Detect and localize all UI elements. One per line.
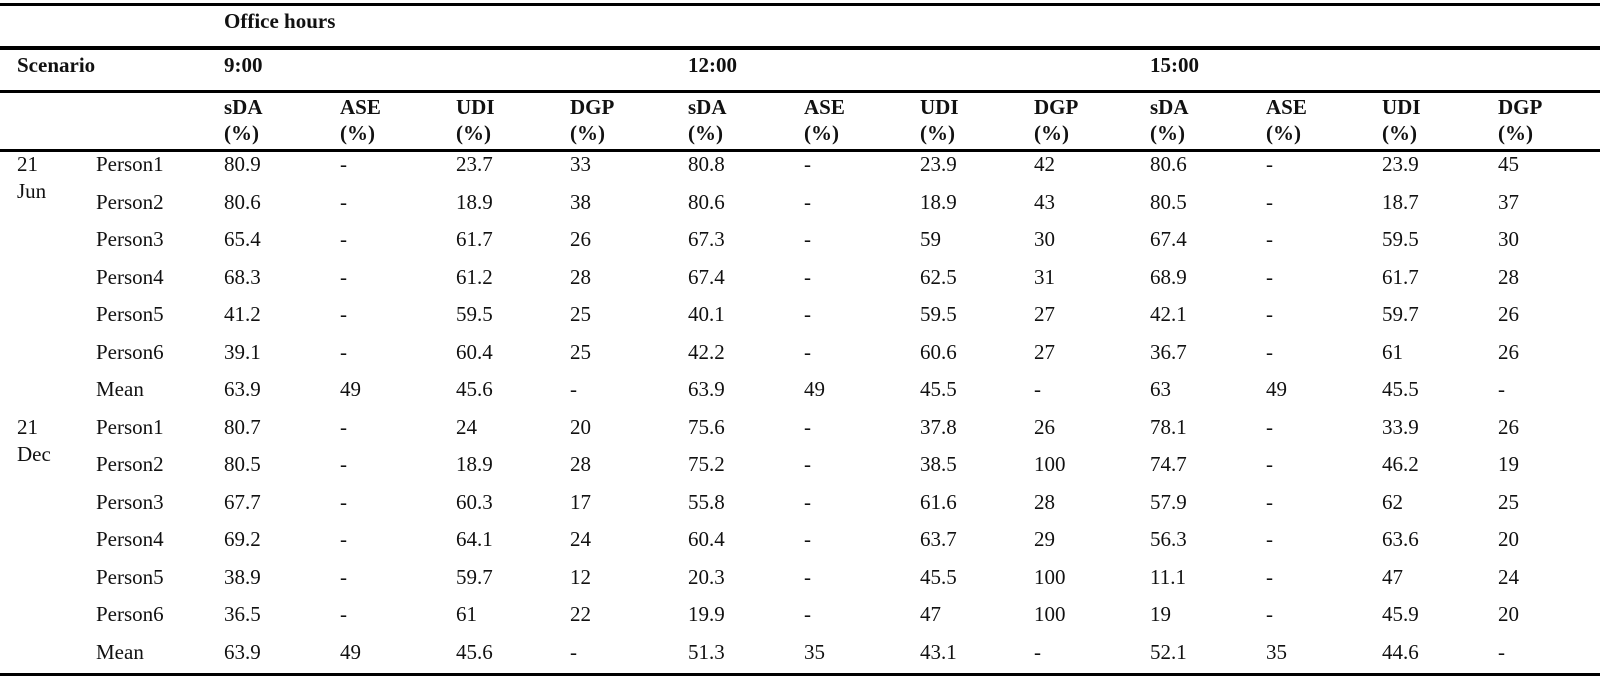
table-cell: 23.9 [920,152,957,176]
table-cell: 75.2 [688,452,725,476]
table-cell: 80.5 [1150,189,1187,214]
table-cell: - [804,527,811,551]
metric-unit: (%) [340,121,375,145]
table-cell: - [804,227,811,251]
table-cell: 60.6 [920,339,957,364]
table-cell: 20 [1498,602,1519,626]
table-cell: 61.7 [456,227,493,251]
table-cell: - [1266,527,1273,551]
table-cell: - [804,452,811,476]
table-cell: 24 [1498,564,1519,589]
time-header: 9:00 [224,53,263,77]
table-cell: 35 [1266,639,1287,664]
table-cell: 62.5 [920,264,957,289]
table-cell: 24 [456,414,477,439]
table-cell: 78.1 [1150,414,1187,439]
table-cell: 45.9 [1382,602,1419,626]
metric-unit: (%) [1266,121,1301,145]
table-cell: 80.9 [224,152,261,176]
table-cell: - [340,564,347,589]
row-label: Person6 [96,602,164,626]
table-cell: 67.3 [688,227,725,251]
metric-unit: (%) [224,121,259,145]
table-cell: 80.5 [224,452,261,476]
table-cell: - [804,602,811,626]
table-cell: 19 [1150,602,1171,626]
table-cell: 43 [1034,189,1055,214]
table-cell: 52.1 [1150,639,1187,664]
table-cell: 65.4 [224,227,261,251]
table-cell: - [1034,639,1041,664]
metric-unit: (%) [1034,121,1069,145]
row-label: Person6 [96,339,164,364]
table-cell: 27 [1034,302,1055,326]
table-cell: - [804,489,811,514]
table-rule [0,90,1600,93]
metric-header: sDA [224,95,263,119]
table-cell: - [340,602,347,626]
table-cell: 49 [1266,377,1287,401]
table-cell: 26 [1498,414,1519,439]
table-cell: 63.9 [224,377,261,401]
table-cell: - [804,564,811,589]
table-cell: 67.4 [688,264,725,289]
table-cell: - [1266,152,1273,176]
table-cell: 36.5 [224,602,261,626]
metric-header: DGP [570,95,615,119]
table-cell: 100 [1034,452,1066,476]
table-cell: 22 [570,602,591,626]
table-cell: - [570,377,577,401]
table-cell: 38.9 [224,564,261,589]
table-cell: 25 [570,302,591,326]
table-cell: 67.7 [224,489,261,514]
table-cell: 63.6 [1382,527,1419,551]
row-label: Mean [96,377,144,401]
table-cell: 55.8 [688,489,725,514]
table-cell: - [340,489,347,514]
table-cell: 43.1 [920,639,957,664]
metric-header: ASE [340,95,381,119]
metric-header: UDI [920,95,959,119]
table-cell: 26 [1034,414,1055,439]
table-cell: 59.5 [456,302,493,326]
table-cell: - [1034,377,1041,401]
table-cell: - [340,152,347,176]
table-cell: 38 [570,189,591,214]
table-cell: 42 [1034,152,1055,176]
table-cell: 26 [1498,339,1519,364]
table-cell: 36.7 [1150,339,1187,364]
metric-unit: (%) [456,121,491,145]
table-cell: - [1266,489,1273,514]
table-cell: 45.5 [920,564,957,589]
table-cell: 18.7 [1382,189,1419,214]
metric-unit: (%) [688,121,723,145]
row-label: Person4 [96,264,164,289]
table-cell: 39.1 [224,339,261,364]
table-cell: - [340,227,347,251]
table-cell: 33.9 [1382,414,1419,439]
table-cell: - [804,189,811,214]
table-cell: 61 [456,602,477,626]
table-cell: - [1266,564,1273,589]
table-cell: - [340,302,347,326]
table-cell: 17 [570,489,591,514]
table-cell: 37 [1498,189,1519,214]
table-cell: 60.3 [456,489,493,514]
table-cell: 26 [570,227,591,251]
table-cell: 41.2 [224,302,261,326]
table-cell: - [340,527,347,551]
table-cell: - [804,339,811,364]
table-cell: - [570,639,577,664]
table-cell: 45.6 [456,377,493,401]
table-cell: 67.4 [1150,227,1187,251]
row-label: Person3 [96,227,164,251]
table-cell: - [804,264,811,289]
row-label: Mean [96,639,144,664]
metric-unit: (%) [570,121,605,145]
metric-header: DGP [1034,95,1079,119]
table-cell: - [1266,227,1273,251]
table-cell: 80.6 [688,189,725,214]
table-cell: - [804,302,811,326]
table-cell: - [1498,639,1505,664]
metric-unit: (%) [1498,121,1533,145]
metric-unit: (%) [1150,121,1185,145]
table-cell: 26 [1498,302,1519,326]
time-header: 12:00 [688,53,737,77]
table-cell: 59.7 [456,564,493,589]
table-cell: 20.3 [688,564,725,589]
table-cell: 61 [1382,339,1403,364]
table-cell: - [804,152,811,176]
table-cell: 24 [570,527,591,551]
row-label: Person2 [96,189,164,214]
table-rule [0,46,1600,50]
table-rule [0,3,1600,6]
table-cell: 28 [570,452,591,476]
table-cell: 61.6 [920,489,957,514]
table-cell: 19 [1498,452,1519,476]
table-cell: 49 [340,639,361,664]
table-cell: - [1266,452,1273,476]
table-cell: 31 [1034,264,1055,289]
table-cell: 60.4 [456,339,493,364]
table-cell: 23.9 [1382,152,1419,176]
table-cell: - [340,264,347,289]
table-cell: 100 [1034,602,1066,626]
table-cell: 80.7 [224,414,261,439]
table-cell: 74.7 [1150,452,1187,476]
table-cell: 47 [920,602,941,626]
table-cell: 20 [570,414,591,439]
table-cell: 37.8 [920,414,957,439]
table-cell: 63.9 [688,377,725,401]
table-cell: 68.9 [1150,264,1187,289]
table-cell: 69.2 [224,527,261,551]
table-cell: - [340,414,347,439]
metric-header: sDA [688,95,727,119]
metric-header: UDI [456,95,495,119]
table-cell: 63.7 [920,527,957,551]
metric-header: DGP [1498,95,1543,119]
date-month: Dec [17,441,51,466]
table-cell: 42.2 [688,339,725,364]
table-cell: 64.1 [456,527,493,551]
table-cell: - [340,189,347,214]
scenario-header: Scenario [17,53,96,77]
table-cell: 80.8 [688,152,725,176]
row-label: Person1 [96,414,164,439]
table-cell: 25 [570,339,591,364]
table-cell: - [1266,189,1273,214]
table-cell: 49 [340,377,361,401]
date-day: 21 [17,152,38,176]
table-cell: 75.6 [688,414,725,439]
date-month: Jun [17,179,47,203]
table-cell: 18.9 [456,452,493,476]
table-cell: 45.5 [920,377,957,401]
table-cell: 27 [1034,339,1055,364]
row-label: Person5 [96,302,164,326]
table-cell: 28 [1498,264,1519,289]
table-cell: 25 [1498,489,1519,514]
table-cell: 61.7 [1382,264,1419,289]
table-cell: - [1266,302,1273,326]
table-cell: 12 [570,564,591,589]
table-cell: 44.6 [1382,639,1419,664]
table-cell: 57.9 [1150,489,1187,514]
table-cell: 19.9 [688,602,725,626]
table-cell: 80.6 [1150,152,1187,176]
table-cell: 18.9 [456,189,493,214]
table-cell: 80.6 [224,189,261,214]
table-cell: - [804,414,811,439]
table-cell: 11.1 [1150,564,1186,589]
table-cell: 35 [804,639,825,664]
row-label: Person1 [96,152,164,176]
table-cell: 63.9 [224,639,261,664]
table-cell: 63 [1150,377,1171,401]
table-cell: 28 [570,264,591,289]
table-cell: 38.5 [920,452,957,476]
table-cell: 28 [1034,489,1055,514]
table-cell: 45.6 [456,639,493,664]
table-cell: 51.3 [688,639,725,664]
metric-unit: (%) [920,121,955,145]
metric-header: ASE [804,95,845,119]
table-cell: 40.1 [688,302,725,326]
table-cell: 29 [1034,527,1055,551]
row-label: Person3 [96,489,164,514]
table-cell: - [340,452,347,476]
metric-header: sDA [1150,95,1189,119]
table-rule [0,673,1600,676]
table-cell: 45.5 [1382,377,1419,401]
table-cell: 23.7 [456,152,493,176]
table-cell: 56.3 [1150,527,1187,551]
table-cell: 62 [1382,489,1403,514]
row-label: Person5 [96,564,164,589]
table-cell: - [1266,602,1273,626]
table-cell: - [1498,377,1505,401]
table-cell: 59.7 [1382,302,1419,326]
table-cell: 61.2 [456,264,493,289]
row-label: Person2 [96,452,164,476]
office-hours-header: Office hours [224,9,336,33]
table-cell: 30 [1034,227,1055,251]
table-cell: 42.1 [1150,302,1187,326]
date-day: 21 [17,414,38,439]
table-cell: 45 [1498,152,1519,176]
table-cell: - [1266,264,1273,289]
table-cell: 47 [1382,564,1403,589]
table-cell: 46.2 [1382,452,1419,476]
table-cell: 20 [1498,527,1519,551]
table-cell: 60.4 [688,527,725,551]
table-cell: 30 [1498,227,1519,251]
table-cell: - [1266,414,1273,439]
table-cell: 49 [804,377,825,401]
table-cell: - [1266,339,1273,364]
table-cell: 59 [920,227,941,251]
metric-unit: (%) [1382,121,1417,145]
table-cell: 68.3 [224,264,261,289]
time-header: 15:00 [1150,53,1199,77]
metric-header: UDI [1382,95,1421,119]
table-cell: 18.9 [920,189,957,214]
metric-unit: (%) [804,121,839,145]
table-cell: 59.5 [920,302,957,326]
table-cell: 100 [1034,564,1066,589]
metric-header: ASE [1266,95,1307,119]
table-cell: 59.5 [1382,227,1419,251]
table-cell: - [340,339,347,364]
row-label: Person4 [96,527,164,551]
table-cell: 33 [570,152,591,176]
